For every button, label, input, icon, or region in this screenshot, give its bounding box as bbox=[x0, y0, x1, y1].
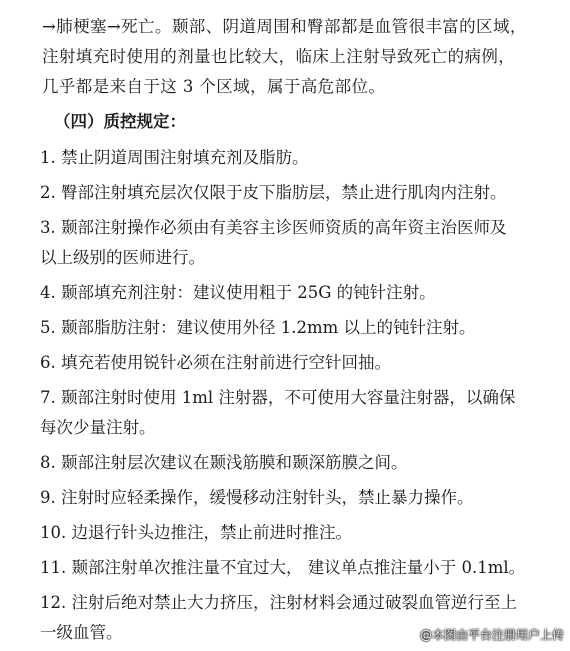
rule-item bbox=[40, 313, 550, 343]
rule-item bbox=[40, 143, 550, 173]
rule-line: 以上级别的医师进行。 bbox=[40, 248, 205, 267]
rule-item bbox=[40, 348, 550, 378]
rule-line: 2. 臀部注射填充层次仅限于皮下脂肪层，禁止进行肌肉内注射。 bbox=[40, 183, 507, 202]
rule-line: 3. 颞部注射操作必须由有美容主诊医师资质的高年资主治医师及 bbox=[40, 218, 507, 237]
rule-item bbox=[40, 383, 550, 443]
rule-line: 5. 颞部脂肪注射：建议使用外径 1.2mm 以上的钝针注射。 bbox=[40, 318, 476, 337]
rule-item bbox=[40, 518, 550, 548]
rule-line: 9. 注射时应轻柔操作，缓慢移动注射针头，禁止暴力操作。 bbox=[40, 488, 474, 507]
rule-item bbox=[40, 278, 550, 308]
rule-item bbox=[40, 553, 550, 583]
rule-line: 1. 禁止阴道周围注射填充剂及脂肪。 bbox=[40, 148, 309, 167]
rule-line: 11. 颞部注射单次推注量不宜过大， 建议单点推注量小于 0.1ml。 bbox=[40, 558, 526, 577]
rules-list bbox=[40, 143, 550, 648]
section-heading: （四）质控规定： bbox=[54, 112, 186, 131]
intro-paragraph bbox=[42, 12, 552, 102]
rule-item bbox=[40, 178, 550, 208]
intro-line: 注射填充时使用的剂量也比较大，临床上注射导致死亡的病例， bbox=[42, 47, 516, 66]
rule-line: 6. 填充若使用锐针必须在注射前进行空针回抽。 bbox=[40, 353, 391, 372]
intro-line: 几乎都是来自于这 3 个区域，属于高危部位。 bbox=[42, 77, 386, 96]
rule-line: 10. 边退行针头边推注，禁止前进时推注。 bbox=[40, 523, 352, 542]
rule-item bbox=[40, 448, 550, 478]
rule-line: 4. 颞部填充剂注射：建议使用粗于 25G 的钝针注射。 bbox=[40, 283, 436, 302]
watermark: @本图由平台注册用户上传 bbox=[419, 628, 564, 642]
rule-line: 7. 颞部注射时使用 1ml 注射器，不可使用大容量注射器，以确保 bbox=[40, 388, 516, 407]
intro-line: →肺梗塞→死亡。颞部、阴道周围和臀部都是血管很丰富的区域， bbox=[42, 17, 527, 36]
rule-line: 每次少量注射。 bbox=[40, 418, 156, 437]
rule-item bbox=[40, 213, 550, 273]
rule-line: 8. 颞部注射层次建议在颞浅筋膜和颞深筋膜之间。 bbox=[40, 453, 408, 472]
rule-line: 12. 注射后绝对禁止大力挤压，注射材料会通过破裂血管逆行至上 bbox=[40, 593, 517, 612]
rule-item bbox=[40, 483, 550, 513]
rule-line: 一级血管。 bbox=[40, 623, 123, 642]
